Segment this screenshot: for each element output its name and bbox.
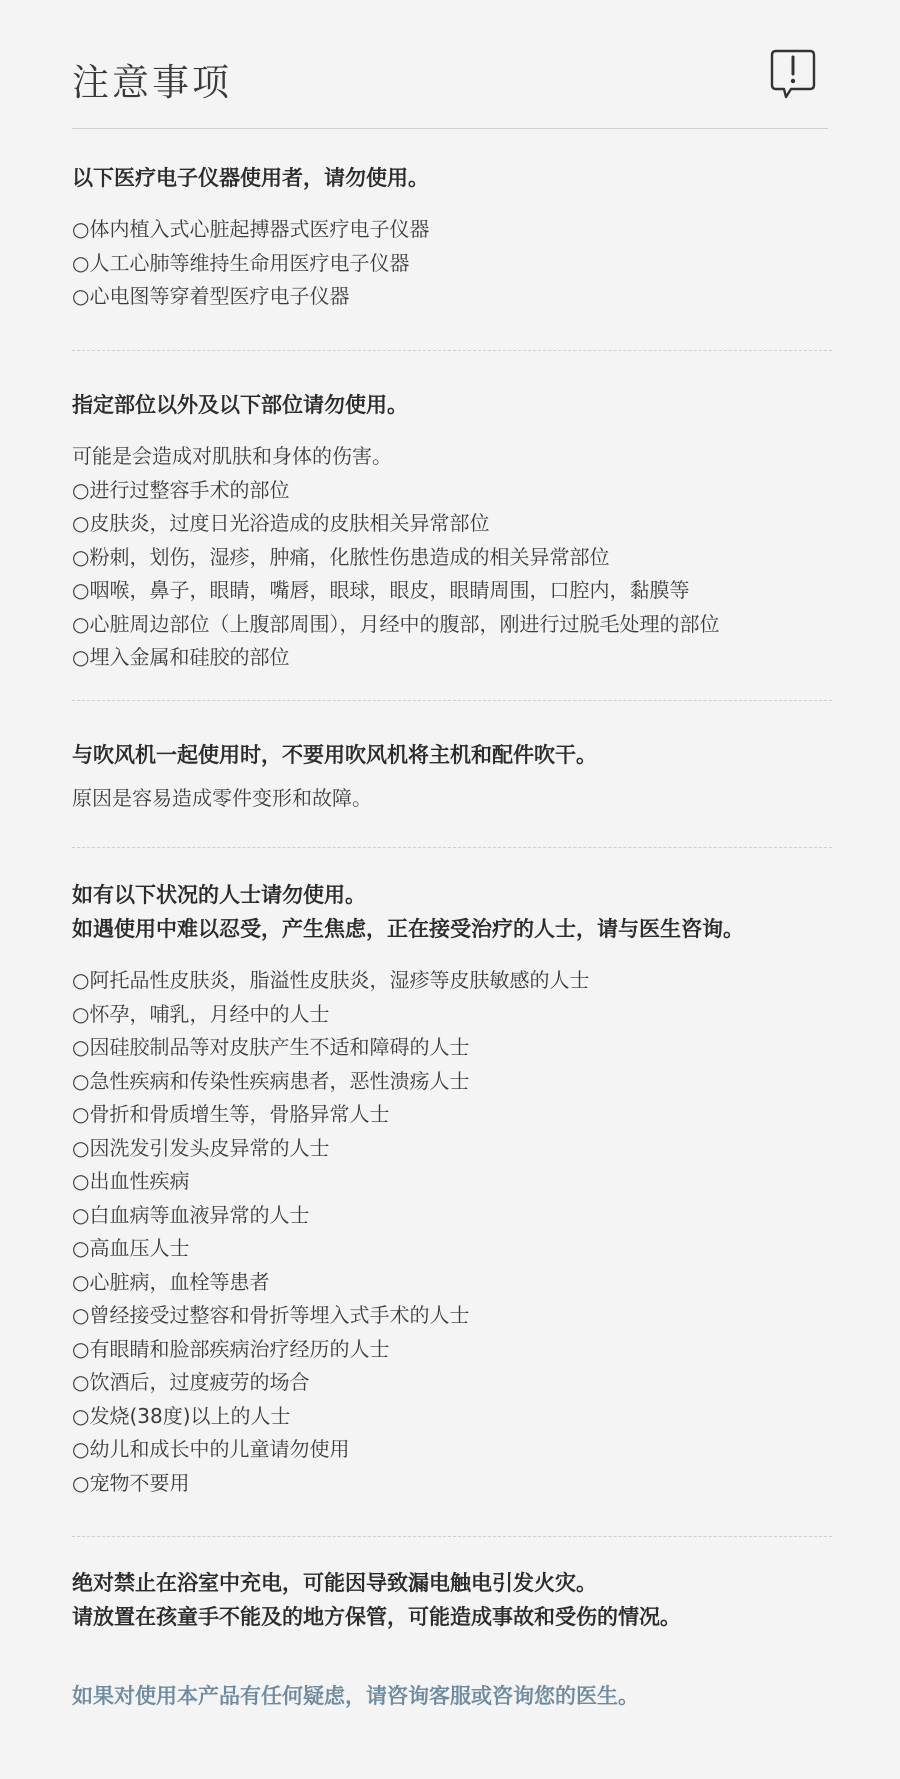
footer-note: 如果对使用本产品有任何疑虑，请咨询客服或咨询您的医生。 [72, 1684, 639, 1708]
section-hair-dryer [72, 738, 832, 816]
section-divider [72, 1536, 832, 1537]
section-body-areas [72, 388, 832, 675]
list-item: ○出血性疾病 [72, 1169, 190, 1193]
list-item: ○有眼睛和脸部疾病治疗经历的人士 [72, 1336, 390, 1361]
list-item: ○急性疾病和传染性疾病患者，恶性溃疡人士 [72, 1068, 470, 1093]
list-item: ○粉刺，划伤，湿疹，肿痛，化脓性伤患造成的相关异常部位 [72, 544, 610, 569]
list-item: ○心脏病，血栓等患者 [72, 1269, 270, 1294]
section-divider [72, 700, 832, 701]
list-item: ○发烧(38度)以上的人士 [72, 1403, 291, 1428]
section-heading: 请放置在孩童手不能及的地方保管，可能造成事故和受伤的情况。 [72, 1605, 681, 1629]
section-divider [72, 350, 832, 351]
speech-bubble-exclamation-icon [768, 48, 818, 104]
list-item: ○心脏周边部位（上腹部周围），月经中的腹部，刚进行过脱毛处理的部位 [72, 611, 720, 636]
list-item: ○骨折和骨质增生等，骨胳异常人士 [72, 1102, 390, 1126]
list-item: ○心电图等穿着型医疗电子仪器 [72, 284, 350, 308]
list-item: ○咽喉，鼻子，眼睛，嘴唇，眼球，眼皮，眼睛周围，口腔内，黏膜等 [72, 578, 690, 602]
section-heading: 与吹风机一起使用时，不要用吹风机将主机和配件吹干。 [72, 743, 597, 767]
list-item: ○进行过整容手术的部位 [72, 477, 290, 502]
list-item: ○幼儿和成长中的儿童请勿使用 [72, 1437, 350, 1461]
item-list [72, 440, 832, 675]
list-item: ○阿托品性皮肤炎，脂溢性皮肤炎，湿疹等皮肤敏感的人士 [72, 968, 590, 992]
list-item: ○白血病等血液异常的人士 [72, 1202, 310, 1227]
list-intro: 可能是会造成对肌肤和身体的伤害。 [72, 444, 392, 468]
section-heading: 如有以下状况的人士请勿使用。 [72, 883, 366, 907]
section-medical-devices [72, 161, 832, 314]
section-heading: 以下医疗电子仪器使用者，请勿使用。 [72, 166, 429, 190]
list-item: ○因洗发引发头皮异常的人士 [72, 1135, 330, 1160]
section-heading: 如遇使用中难以忍受，产生焦虑，正在接受治疗的人士，请与医生咨询。 [72, 917, 744, 941]
list-intro: 原因是容易造成零件变形和故障。 [72, 786, 372, 810]
section-divider [72, 847, 832, 848]
list-item: ○体内植入式心脏起搏器式医疗电子仪器 [72, 217, 430, 241]
list-item: ○饮酒后，过度疲劳的场合 [72, 1370, 310, 1394]
list-item: ○宠物不要用 [72, 1470, 190, 1495]
list-item: ○埋入金属和硅胶的部位 [72, 645, 290, 669]
page-title: 注意事项 [72, 61, 232, 104]
section-heading: 指定部位以外及以下部位请勿使用。 [72, 393, 408, 417]
list-item: ○怀孕，哺乳，月经中的人士 [72, 1001, 330, 1026]
section-heading: 绝对禁止在浴室中充电，可能因导致漏电触电引发火灾。 [72, 1571, 597, 1595]
item-list [72, 213, 832, 314]
item-list [72, 782, 832, 816]
section-health-conditions [72, 878, 832, 1500]
list-item: ○高血压人士 [72, 1236, 190, 1260]
list-item: ○人工心肺等维持生命用医疗电子仪器 [72, 250, 410, 275]
item-list [72, 964, 832, 1500]
section-charging-storage [72, 1566, 832, 1634]
list-item: ○皮肤炎，过度日光浴造成的皮肤相关异常部位 [72, 511, 490, 535]
list-item: ○曾经接受过整容和骨折等埋入式手术的人士 [72, 1303, 470, 1327]
page-header [72, 48, 828, 129]
list-item: ○因硅胶制品等对皮肤产生不适和障碍的人士 [72, 1035, 470, 1059]
